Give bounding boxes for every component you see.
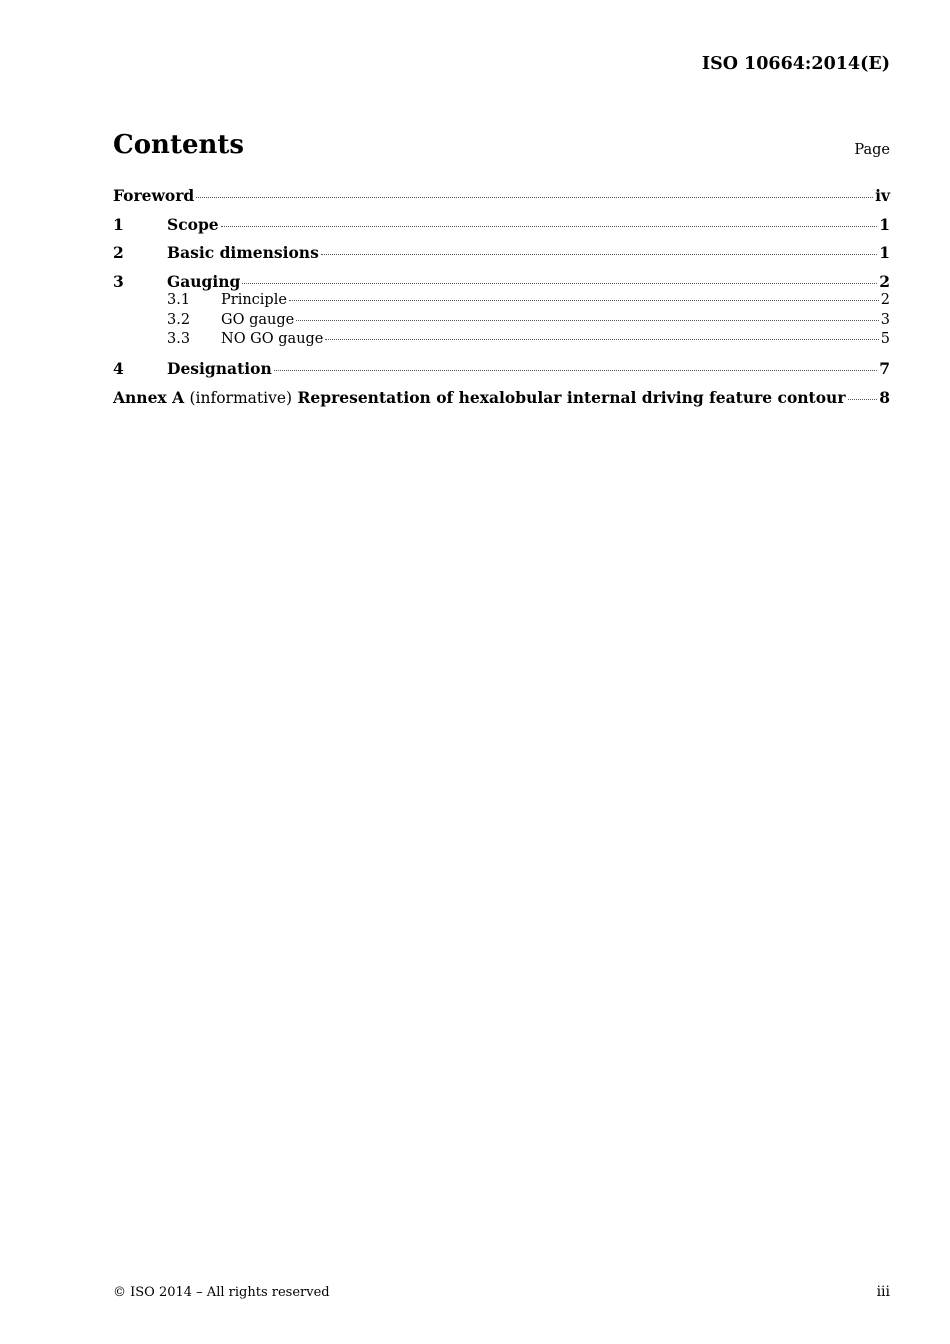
table-of-contents — [113, 184, 890, 414]
toc-entry-gauging[interactable] — [113, 270, 890, 291]
contents-heading: Contents — [113, 130, 245, 160]
dot-leader — [242, 282, 877, 284]
annex-title: Representation of hexalobular internal driving feature contour — [297, 387, 846, 407]
toc-entry-number: 2 — [113, 243, 124, 263]
toc-subentry-no-go-gauge[interactable] — [113, 330, 890, 357]
toc-subentry-principle[interactable] — [113, 291, 890, 311]
toc-entry-page: 1 — [879, 243, 890, 263]
toc-entry-scope[interactable] — [113, 213, 890, 242]
toc-entry-annex-a[interactable] — [113, 386, 890, 415]
toc-entry-number: 3.2 — [167, 311, 191, 328]
annex-label: Annex A — [113, 387, 185, 407]
toc-entry-number: 4 — [113, 359, 124, 379]
toc-entry-page: 1 — [879, 214, 890, 234]
dot-leader — [289, 299, 879, 301]
toc-entry-page: 7 — [879, 359, 890, 379]
toc-entry-title: NO GO gauge — [221, 331, 324, 348]
toc-subentry-go-gauge[interactable] — [113, 311, 890, 331]
dot-leader — [221, 225, 878, 227]
toc-entry-page: iv — [875, 186, 890, 205]
toc-entry-title: Foreword — [113, 186, 195, 205]
document-id: ISO 10664:2014(E) — [701, 54, 890, 74]
toc-entry-number: 3.3 — [167, 331, 191, 348]
toc-entry-title: Scope — [167, 214, 219, 234]
dot-leader — [848, 398, 878, 400]
dot-leader — [274, 369, 877, 371]
toc-entry-page: 8 — [879, 387, 890, 407]
toc-entry-title: Basic dimensions — [167, 243, 319, 263]
toc-entry-foreword[interactable] — [113, 184, 890, 213]
toc-entry-page: 2 — [879, 272, 890, 292]
toc-entry-title: GO gauge — [221, 311, 295, 328]
dot-leader — [325, 338, 878, 340]
toc-entry-title: Gauging — [167, 272, 241, 292]
toc-entry-title: Designation — [167, 359, 272, 379]
toc-entry-number: 3.1 — [167, 292, 191, 309]
dot-leader — [296, 319, 879, 321]
copyright-notice: © ISO 2014 – All rights reserved — [113, 1285, 330, 1300]
toc-entry-page: 5 — [880, 331, 890, 348]
annex-type: (informative) — [189, 388, 293, 407]
page-number: iii — [876, 1284, 890, 1300]
toc-entry-page: 3 — [880, 311, 890, 328]
toc-entry-number: 3 — [113, 272, 124, 292]
toc-entry-page: 2 — [880, 292, 890, 309]
toc-entry-number: 1 — [113, 214, 124, 234]
page-column-label: Page — [854, 142, 890, 158]
toc-entry-designation[interactable] — [113, 357, 890, 386]
toc-entry-title: Principle — [221, 292, 287, 309]
dot-leader — [321, 253, 877, 255]
dot-leader — [196, 196, 873, 198]
toc-entry-basic-dimensions[interactable] — [113, 241, 890, 270]
